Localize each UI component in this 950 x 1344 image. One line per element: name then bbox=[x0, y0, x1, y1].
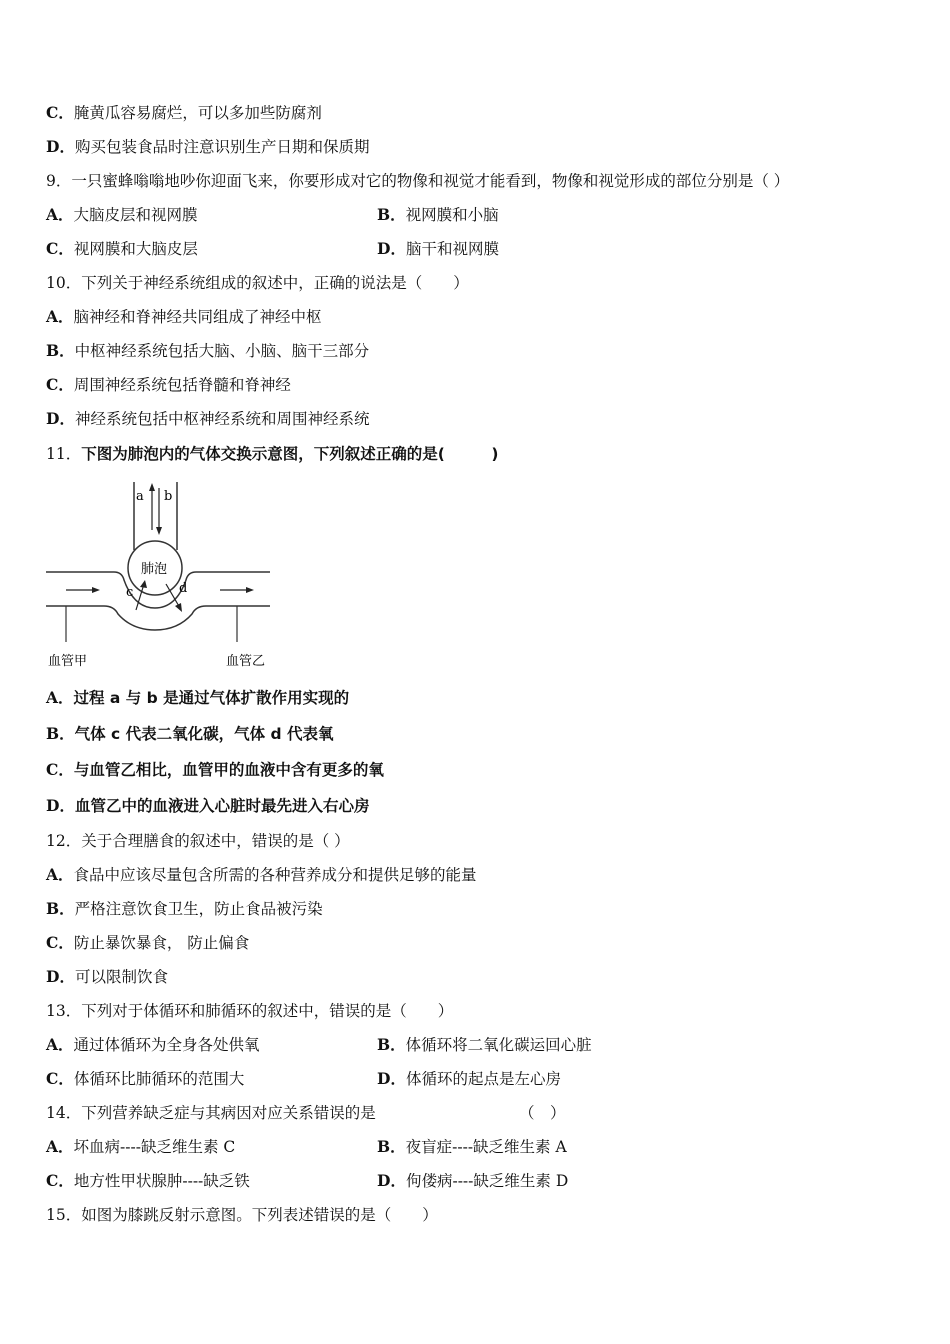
q13-stem: 13．下列对于体循环和肺循环的叙述中，错误的是（ ） bbox=[46, 1002, 454, 1020]
option-text: 血管乙中的血液进入心脏时最先进入右心房 bbox=[74, 797, 370, 815]
option-letter: C． bbox=[46, 103, 74, 122]
flow-arrow-right-head bbox=[246, 587, 254, 593]
option-letter: C． bbox=[46, 239, 74, 258]
question-text: 下图为肺泡内的气体交换示意图，下列叙述正确的是( ) bbox=[81, 445, 499, 463]
q12-option-c bbox=[46, 933, 249, 953]
option-text: 中枢神经系统包括大脑、小脑、脑干三部分 bbox=[74, 342, 370, 360]
option-text: 过程 a 与 b 是通过气体扩散作用实现的 bbox=[73, 689, 350, 707]
q11-option-b bbox=[46, 724, 333, 744]
option-letter: C． bbox=[46, 760, 74, 779]
q14-option-d bbox=[377, 1171, 568, 1191]
q9-stem: 9．一只蜜蜂嗡嗡地吵你迎面飞来，你要形成对它的物像和视觉才能看到，物像和视觉形成的部位分别是（ ） bbox=[46, 172, 790, 190]
option-letter: C． bbox=[46, 375, 74, 394]
option-letter: D． bbox=[46, 409, 75, 428]
q14-answer-paren: （ ） bbox=[519, 1104, 566, 1122]
vessel-left-label: 血管甲 bbox=[48, 654, 88, 669]
arrow-c-head bbox=[140, 580, 147, 588]
q9-option-a bbox=[46, 205, 198, 225]
label-b: b bbox=[164, 489, 173, 504]
option-text: 体循环的起点是左心房 bbox=[405, 1070, 561, 1088]
option-letter: A． bbox=[46, 865, 74, 884]
q12-stem: 12．关于合理膳食的叙述中，错误的是（ ） bbox=[46, 832, 350, 850]
option-text: 地方性甲状腺肿----缺乏铁 bbox=[73, 1172, 250, 1190]
arrow-a-head bbox=[149, 483, 155, 491]
arrow-d-head bbox=[175, 603, 182, 612]
alveolus-label: 肺泡 bbox=[141, 562, 168, 577]
q10-option-d bbox=[46, 409, 369, 429]
q8-option-c bbox=[46, 103, 322, 123]
option-text: 夜盲症----缺乏维生素 A bbox=[405, 1138, 567, 1156]
q13-option-c bbox=[46, 1069, 244, 1089]
option-letter: A． bbox=[46, 307, 74, 326]
q13-option-a bbox=[46, 1035, 260, 1055]
option-letter: B． bbox=[46, 341, 75, 360]
option-text: 可以限制饮食 bbox=[74, 968, 168, 986]
option-text: 体循环比肺循环的范围大 bbox=[73, 1070, 245, 1088]
option-letter: D． bbox=[46, 137, 75, 156]
option-letter: A． bbox=[46, 205, 74, 224]
option-text: 气体 c 代表二氧化碳，气体 d 代表氧 bbox=[74, 725, 334, 743]
q10-option-c bbox=[46, 375, 291, 395]
q12-option-d bbox=[46, 967, 168, 987]
q11-option-c bbox=[46, 760, 384, 780]
option-letter: D． bbox=[377, 1069, 406, 1088]
option-letter: B． bbox=[46, 724, 75, 743]
q9-option-c bbox=[46, 239, 198, 259]
option-letter: D． bbox=[46, 796, 75, 815]
q14-option-b bbox=[377, 1137, 567, 1157]
q9-option-d bbox=[377, 239, 499, 259]
q13-option-d bbox=[377, 1069, 561, 1089]
q14-option-c bbox=[46, 1171, 250, 1191]
option-text: 视网膜和大脑皮层 bbox=[73, 240, 198, 258]
option-letter: C． bbox=[46, 1171, 74, 1190]
option-letter: A． bbox=[46, 1137, 74, 1156]
flow-arrow-left-head bbox=[92, 587, 100, 593]
arrow-b-head bbox=[156, 527, 162, 535]
q13-option-b bbox=[377, 1035, 592, 1055]
q10-stem: 10．下列关于神经系统组成的叙述中，正确的说法是（ ） bbox=[46, 274, 469, 292]
option-letter: C． bbox=[46, 933, 74, 952]
option-letter: A． bbox=[46, 688, 74, 707]
q11-option-a bbox=[46, 688, 349, 708]
option-text: 坏血病----缺乏维生素 C bbox=[73, 1138, 236, 1156]
option-text: 周围神经系统包括脊髓和脊神经 bbox=[73, 376, 291, 394]
option-text: 大脑皮层和视网膜 bbox=[73, 206, 198, 224]
option-letter: B． bbox=[46, 899, 75, 918]
option-text: 与血管乙相比，血管甲的血液中含有更多的氧 bbox=[73, 761, 384, 779]
option-letter: C． bbox=[46, 1069, 74, 1088]
question-number: 11． bbox=[46, 445, 82, 463]
label-c: c bbox=[126, 585, 134, 600]
option-text: 脑干和视网膜 bbox=[405, 240, 499, 258]
option-letter: B． bbox=[377, 1137, 406, 1156]
q12-option-a bbox=[46, 865, 477, 885]
label-a: a bbox=[136, 489, 144, 504]
q9-option-b bbox=[377, 205, 499, 225]
option-text: 食品中应该尽量包含所需的各种营养成分和提供足够的能量 bbox=[73, 866, 477, 884]
option-letter: D． bbox=[46, 967, 75, 986]
q10-option-a bbox=[46, 307, 322, 327]
q14-stem: 14．下列营养缺乏症与其病因对应关系错误的是 bbox=[46, 1104, 376, 1122]
option-text: 通过体循环为全身各处供氧 bbox=[73, 1036, 260, 1054]
option-text: 视网膜和小脑 bbox=[405, 206, 499, 224]
option-text: 防止暴饮暴食， 防止偏食 bbox=[73, 934, 250, 952]
alveolus-gas-exchange-figure bbox=[44, 480, 276, 672]
option-text: 佝偻病----缺乏维生素 D bbox=[405, 1172, 569, 1190]
label-d: d bbox=[179, 581, 188, 596]
option-letter: B． bbox=[377, 1035, 406, 1054]
q12-option-b bbox=[46, 899, 323, 919]
option-text: 购买包装食品时注意识别生产日期和保质期 bbox=[74, 138, 370, 156]
option-text: 严格注意饮食卫生，防止食品被污染 bbox=[74, 900, 323, 918]
option-letter: B． bbox=[377, 205, 406, 224]
option-text: 体循环将二氧化碳运回心脏 bbox=[405, 1036, 592, 1054]
option-text: 脑神经和脊神经共同组成了神经中枢 bbox=[73, 308, 322, 326]
option-text: 腌黄瓜容易腐烂，可以多加些防腐剂 bbox=[73, 104, 322, 122]
q11-stem bbox=[46, 444, 498, 464]
q11-option-d bbox=[46, 796, 369, 816]
q10-option-b bbox=[46, 341, 369, 361]
option-letter: D． bbox=[377, 239, 406, 258]
option-text: 神经系统包括中枢神经系统和周围神经系统 bbox=[74, 410, 370, 428]
q15-stem: 15．如图为膝跳反射示意图。下列表述错误的是（ ） bbox=[46, 1206, 438, 1224]
vessel-right-label: 血管乙 bbox=[226, 654, 266, 669]
option-letter: D． bbox=[377, 1171, 406, 1190]
option-letter: A． bbox=[46, 1035, 74, 1054]
q14-option-a bbox=[46, 1137, 235, 1157]
q8-option-d bbox=[46, 137, 369, 157]
